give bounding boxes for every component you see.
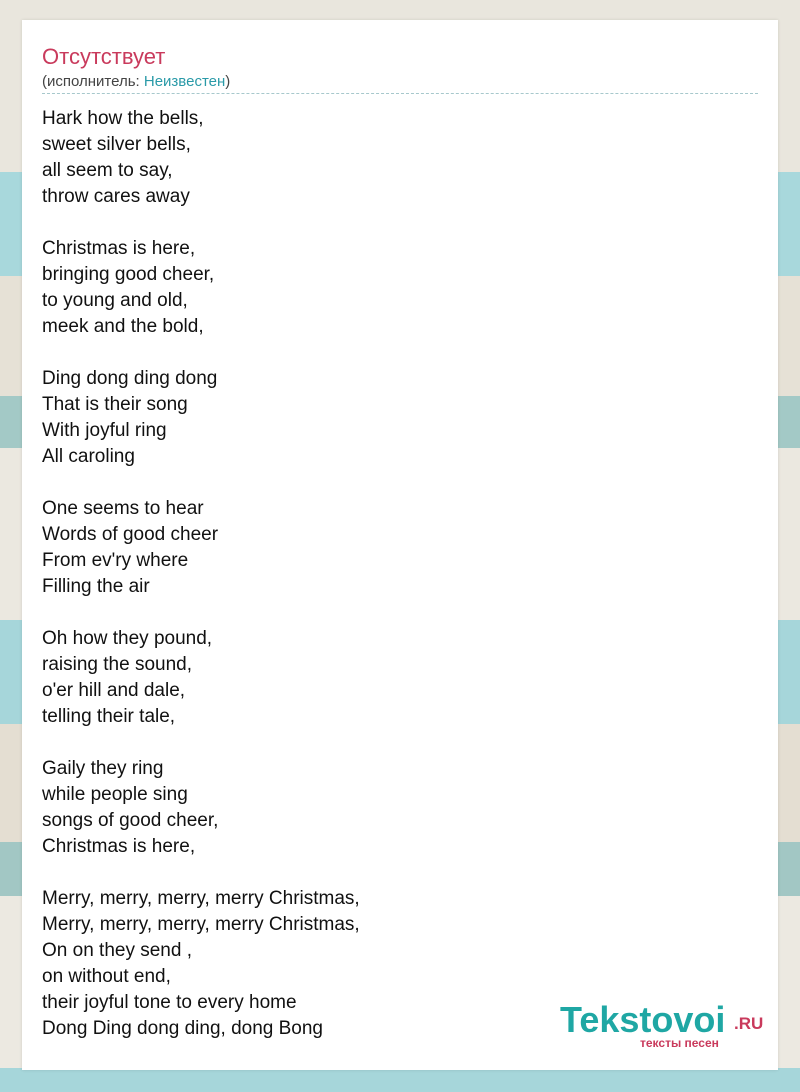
site-logo[interactable] [560, 1000, 770, 1052]
lyric-line: all seem to say, [42, 160, 173, 181]
stanza-6 [42, 756, 360, 860]
stanza-3 [42, 366, 360, 470]
lyric-line: meek and the bold, [42, 316, 204, 337]
lyrics-text [42, 106, 360, 1068]
lyric-line: o'er hill and dale, [42, 680, 186, 701]
lyric-line: That is their song [42, 394, 188, 415]
logo-tld: .RU [734, 1014, 764, 1033]
lyric-line: to young and old, [42, 290, 188, 311]
lyric-line: Gaily they ring [42, 758, 164, 779]
lyric-line: their joyful tone to every home [42, 992, 297, 1013]
lyric-line: Hark how the bells, [42, 108, 204, 129]
artist-suffix: ) [225, 73, 231, 90]
lyric-line: With joyful ring [42, 420, 167, 441]
lyric-line: songs of good cheer, [42, 810, 219, 831]
lyric-line: Christmas is here, [42, 836, 196, 857]
lyric-line: Dong Ding dong ding, dong Bong [42, 1018, 324, 1039]
artist-link[interactable]: Неизвестен [143, 73, 226, 90]
lyric-line: All caroling [42, 446, 135, 467]
lyrics-card [22, 20, 778, 1070]
lyric-line: Filling the air [42, 576, 150, 597]
lyric-line: throw cares away [42, 186, 190, 207]
lyric-line: while people sing [42, 784, 188, 805]
lyric-line: bringing good cheer, [42, 264, 215, 285]
stanza-4 [42, 496, 360, 600]
lyric-line: Christmas is here, [42, 238, 196, 259]
stanza-2 [42, 236, 360, 340]
artist-prefix: (исполнитель: [42, 73, 144, 90]
lyric-line: sweet silver bells, [42, 134, 191, 155]
lyric-line: Oh how they pound, [42, 628, 213, 649]
lyric-line: Words of good cheer [42, 524, 219, 545]
logo-wordmark: Tekstovoi [560, 999, 726, 1040]
artist-line [42, 73, 230, 91]
lyric-line: raising the sound, [42, 654, 192, 675]
title-divider [42, 93, 758, 94]
lyric-line: Merry, merry, merry, merry Christmas, [42, 914, 360, 935]
logo-subtitle: тексты песен [640, 1036, 719, 1050]
stanza-7 [42, 886, 360, 1042]
stanza-1 [42, 106, 360, 210]
lyric-line: On on they send , [42, 940, 192, 961]
lyric-line: From ev'ry where [42, 550, 189, 571]
lyric-line: on without end, [42, 966, 171, 987]
song-title: Отсутствует [42, 44, 166, 69]
lyric-line: One seems to hear [42, 498, 204, 519]
stanza-5 [42, 626, 360, 730]
lyric-line: telling their tale, [42, 706, 176, 727]
lyric-line: Ding dong ding dong [42, 368, 218, 389]
lyric-line: Merry, merry, merry, merry Christmas, [42, 888, 360, 909]
